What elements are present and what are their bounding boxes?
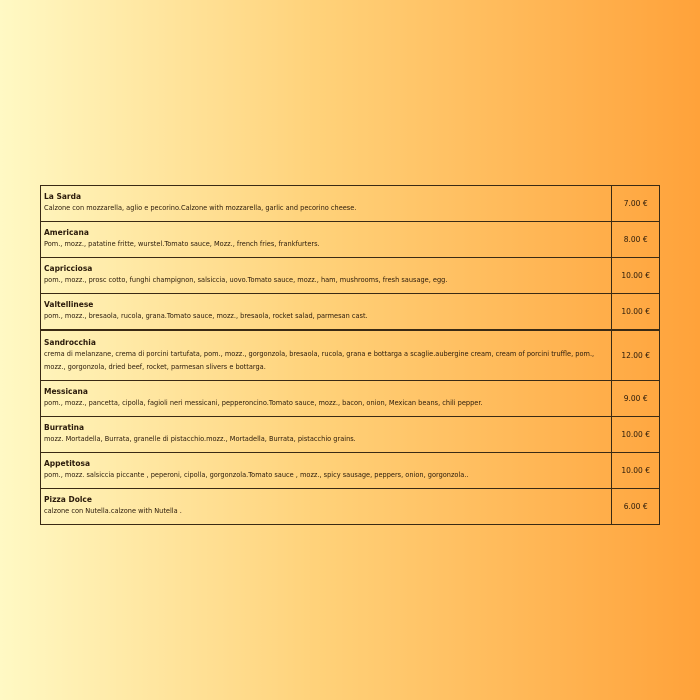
menu-item-cell [41,453,612,489]
menu-item-cell [41,381,612,417]
item-price: 9.00 € [612,381,660,417]
item-price: 10.00 € [612,417,660,453]
menu-item-cell [41,222,612,258]
menu-table [40,185,660,525]
item-name: Appetitosa [44,459,91,468]
item-name: La Sarda [44,192,82,201]
item-description: Pom., mozz., patatine fritte, wurstel.Tomato sauce, Mozz., french fries, frankfurters. [44,240,320,248]
menu-item-cell [41,294,612,331]
menu-row [41,222,660,258]
item-price: 12.00 € [612,330,660,381]
menu-item-cell [41,330,612,381]
item-name: Sandrocchia [44,337,96,347]
item-description: pom., mozz., prosc cotto, funghi champignon, salsiccia, uovo.Tomato sauce, mozz., ham, mushrooms, fresh sausage, egg. [44,276,448,284]
menu-row [41,258,660,294]
item-description: pom., mozz., bresaola, rucola, grana.Tomato sauce, mozz., bresaola, rocket salad, parmesan cast. [44,312,368,320]
item-name: Valtellinese [44,300,94,309]
item-name: Messicana [44,387,88,396]
item-name: Americana [44,228,89,237]
menu-row [41,417,660,453]
item-description: calzone con Nutella.calzone with Nutella . [44,507,182,515]
menu-row [41,453,660,489]
menu-row [41,489,660,525]
menu-item-cell [41,417,612,453]
menu-item-cell [41,258,612,294]
item-name: Pizza Dolce [44,495,92,504]
item-description: pom., mozz., pancetta, cipolla, fagioli neri messicani, pepperoncino.Tomato sauce, mozz., bacon, onion, Mexican beans, chili pepper. [44,399,483,407]
item-price: 10.00 € [612,294,660,331]
item-price: 7.00 € [612,186,660,222]
item-price: 10.00 € [612,453,660,489]
item-description: crema di melanzane, crema di porcini tartufata, pom., mozz., gorgonzola, bresaola, rucola, grana e bottarga a scaglie.aubergine cream, cream of porcini truffle, pom., mozz., gorgonzola, dried beef, rocket, parmesan slivers e bottarga. [44,349,595,371]
menu-row [41,381,660,417]
item-price: 8.00 € [612,222,660,258]
item-description: mozz. Mortadella, Burrata, granelle di pistacchio.mozz., Mortadella, Burrata, pistacchio grains. [44,435,356,443]
menu-row [41,186,660,222]
menu-row [41,294,660,331]
item-description: Calzone con mozzarella, aglio e pecorino.Calzone with mozzarella, garlic and pecorino cheese. [44,204,357,212]
item-price: 10.00 € [612,258,660,294]
menu-item-cell [41,186,612,222]
item-price: 6.00 € [612,489,660,525]
item-description: pom., mozz. salsiccia piccante , peperoni, cipolla, gorgonzola.Tomato sauce , mozz., spicy sausage, peppers, onion, gorgonzola.. [44,471,469,479]
item-name: Capricciosa [44,264,93,273]
item-name: Burratina [44,423,85,432]
menu-item-cell [41,489,612,525]
menu-row [41,330,660,381]
